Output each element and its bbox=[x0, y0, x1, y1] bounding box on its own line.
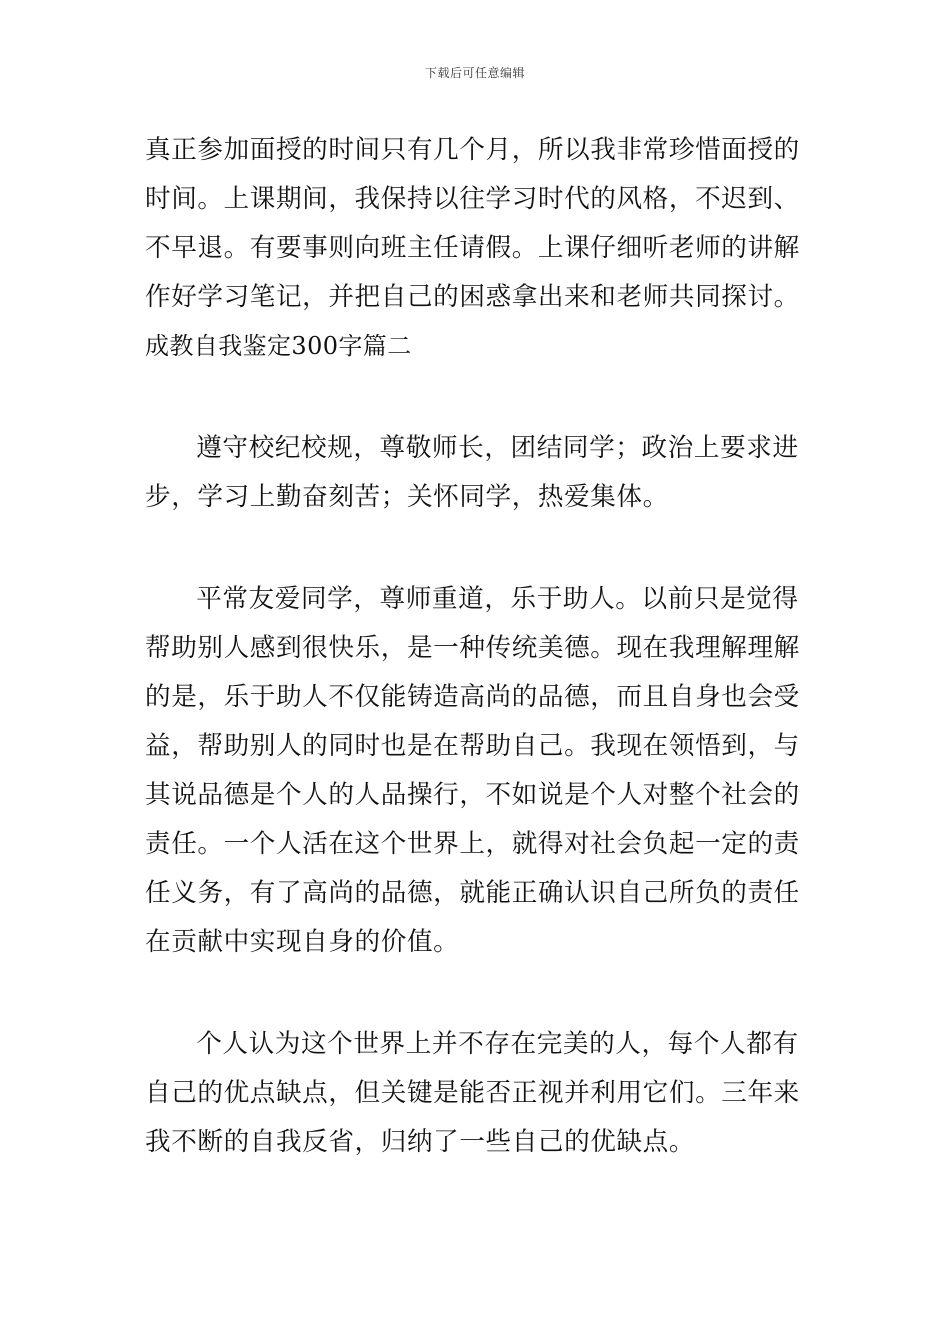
paragraph-3: 平常友爱同学，尊师重道，乐于助人。以前只是觉得帮助别人感到很快乐，是一种传统美德。现在我理解理解的是，乐于助人不仅能铸造高尚的品德，而且自身也会受益，帮助别人的同时也是在帮助自己。我现在领悟到，与其说品德是个人的人品操行，不如说是个人对整个社会的责任。一个人活在这个世界上，就得对社会负起一定的责任义务，有了高尚的品德，就能正确认识自己所负的责任在贡献中实现自身的价值。 bbox=[145, 584, 800, 957]
paragraph-2: 遵守校纪校规，尊敬师长，团结同学；政治上要求进步，学习上勤奋刻苦；关怀同学，热爱集体。 bbox=[145, 433, 799, 512]
spacer bbox=[145, 967, 809, 1020]
spacer bbox=[145, 371, 809, 424]
document-body bbox=[145, 126, 809, 1167]
page-header: 下载后可任意编辑 bbox=[424, 66, 525, 80]
paragraph-4: 个人认为这个世界上并不存在完美的人，每个人都有自己的优点缺点，但关键是能否正视并利用它们。三年来我不断的自我反省，归纳了一些自己的优缺点。 bbox=[145, 1029, 800, 1157]
section-heading: 成教自我鉴定300字篇二 bbox=[145, 332, 412, 360]
paragraph-1: 真正参加面授的时间只有几个月，所以我非常珍惜面授的时间。上课期间，我保持以往学习时代的风格，不迟到、不早退。有要事则向班主任请假。上课仔细听老师的讲解作好学习笔记，并把自己的困惑拿出来和老师共同探讨。 bbox=[145, 135, 800, 312]
spacer bbox=[145, 522, 809, 575]
